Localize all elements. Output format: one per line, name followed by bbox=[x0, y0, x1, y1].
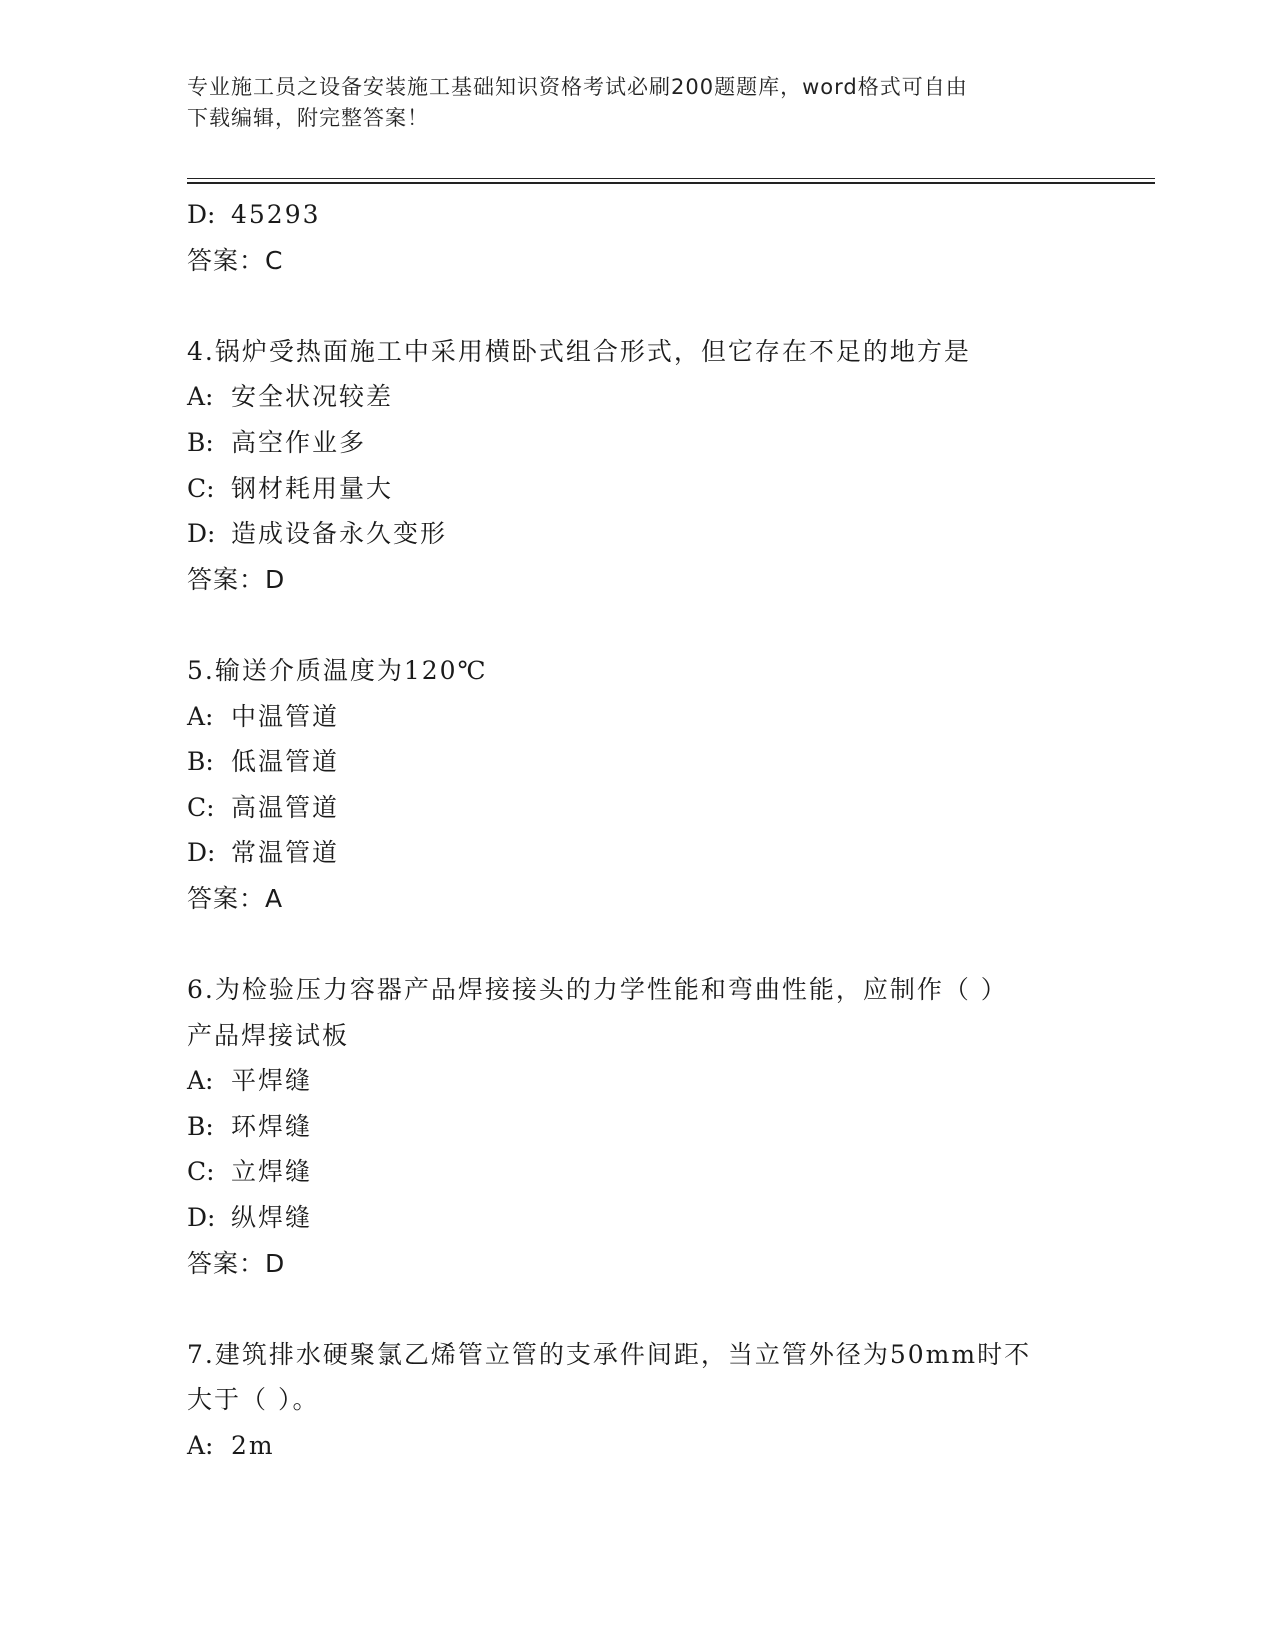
option-text: 立焊缝 bbox=[231, 1157, 313, 1187]
option-text: 造成设备永久变形 bbox=[231, 519, 448, 549]
option-text: 45293 bbox=[231, 200, 321, 229]
spacer bbox=[187, 1286, 1087, 1332]
option-line bbox=[187, 511, 1087, 557]
option-line bbox=[187, 1149, 1087, 1195]
option-label: A: bbox=[187, 1066, 214, 1096]
option-line bbox=[187, 466, 1087, 512]
question-body bbox=[187, 192, 1087, 1469]
question-title: 7.建筑排水硬聚氯乙烯管立管的支承件间距，当立管外径为50mm时不 bbox=[187, 1339, 1032, 1369]
option-label: D: bbox=[187, 200, 216, 229]
option-text: 环焊缝 bbox=[231, 1111, 313, 1141]
option-label: B: bbox=[187, 747, 214, 777]
answer-line: 答案：A bbox=[187, 883, 284, 913]
option-line bbox=[187, 785, 1087, 831]
header-line-1: 专业施工员之设备安装施工基础知识资格考试必刷200题题库，word格式可自由 bbox=[187, 75, 968, 99]
question-title: 4.锅炉受热面施工中采用横卧式组合形式，但它存在不足的地方是 bbox=[187, 336, 971, 366]
spacer bbox=[187, 283, 1087, 329]
question-title-continued: 大于（ ）。 bbox=[187, 1385, 320, 1415]
question-title-continued: 产品焊接试板 bbox=[187, 1020, 350, 1050]
option-line bbox=[187, 1195, 1087, 1241]
header-line-2: 下载编辑，附完整答案！ bbox=[187, 106, 429, 130]
option-text: 常温管道 bbox=[231, 838, 340, 868]
option-text: 钢材耗用量大 bbox=[231, 473, 394, 503]
option-label: C: bbox=[187, 792, 215, 822]
option-line bbox=[187, 192, 1087, 238]
option-text: 高空作业多 bbox=[231, 427, 367, 457]
option-label: A: bbox=[187, 701, 214, 731]
option-line bbox=[187, 1423, 1087, 1469]
spacer bbox=[187, 602, 1087, 648]
option-text: 中温管道 bbox=[231, 701, 340, 731]
option-label: B: bbox=[187, 1111, 214, 1141]
header-rule-thick bbox=[187, 182, 1155, 184]
question-title: 5.输送介质温度为120℃ bbox=[187, 655, 488, 685]
spacer bbox=[187, 922, 1087, 968]
option-text: 低温管道 bbox=[231, 747, 340, 777]
option-text: 高温管道 bbox=[231, 792, 340, 822]
option-text: 平焊缝 bbox=[231, 1066, 313, 1096]
option-label: C: bbox=[187, 1157, 215, 1187]
answer-line: 答案：C bbox=[187, 245, 284, 275]
option-label: C: bbox=[187, 473, 215, 503]
header-rule-thin bbox=[187, 178, 1155, 179]
option-text: 安全状况较差 bbox=[231, 382, 394, 412]
option-line bbox=[187, 1058, 1087, 1104]
answer-line: 答案：D bbox=[187, 564, 286, 594]
option-label: A: bbox=[187, 1431, 214, 1461]
option-label: D: bbox=[187, 838, 216, 868]
option-line bbox=[187, 694, 1087, 740]
document-header bbox=[187, 72, 1067, 134]
option-line bbox=[187, 420, 1087, 466]
option-label: D: bbox=[187, 1203, 216, 1233]
option-line bbox=[187, 739, 1087, 785]
option-text: 纵焊缝 bbox=[231, 1203, 313, 1233]
question-title: 6.为检验压力容器产品焊接接头的力学性能和弯曲性能，应制作（ ） bbox=[187, 975, 1008, 1005]
answer-line: 答案：D bbox=[187, 1248, 286, 1278]
option-line bbox=[187, 374, 1087, 420]
option-line bbox=[187, 830, 1087, 876]
option-line bbox=[187, 1104, 1087, 1150]
option-label: D: bbox=[187, 519, 216, 549]
option-label: B: bbox=[187, 427, 214, 457]
option-text: 2m bbox=[231, 1431, 275, 1461]
option-label: A: bbox=[187, 382, 214, 412]
